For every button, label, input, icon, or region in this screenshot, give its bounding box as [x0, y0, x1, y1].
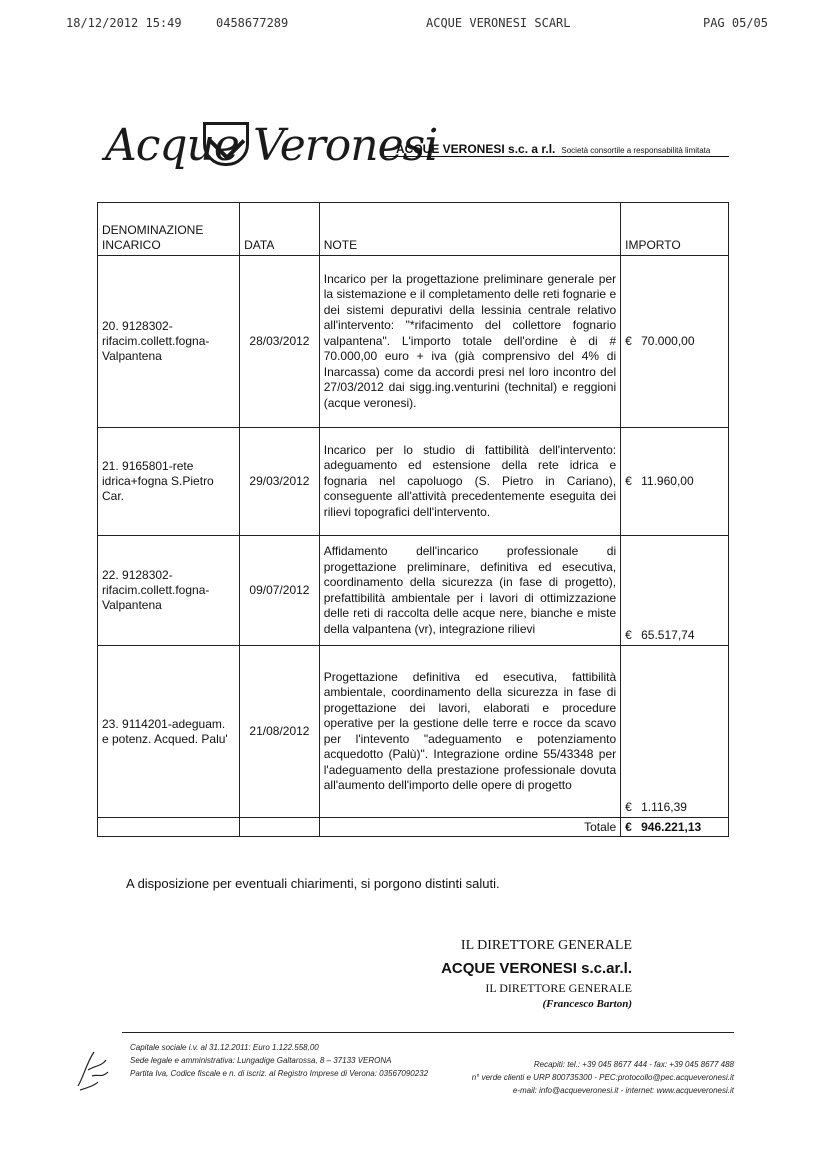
letterhead-rule [384, 156, 729, 157]
company-logo [105, 112, 438, 182]
header-importo: IMPORTO [621, 203, 729, 256]
total-row [98, 818, 729, 837]
row-importo [621, 256, 729, 428]
header-denominazione: DENOMINAZIONE INCARICO [98, 203, 240, 256]
row-note: Affidamento dell'incarico professionale di progettazione preliminare, definitiva ed esecutiva, coordinamento della sicurezza (in fase di progetto), prefattibilità ambientale per i lavori di ottimizzazione delle reti di raccolta delle acque nere, bianche e miste della valpantena (vr), integrazione rilievi [319, 536, 620, 646]
row-data: 21/08/2012 [240, 646, 320, 818]
footer-line: e-mail: info@acqueveronesi.it - internet: www.acqueveronesi.it [512, 1086, 734, 1095]
row-denominazione: 20. 9128302-rifacim.collett.fogna-Valpantena [98, 256, 240, 428]
total-value: 946.221,13 [641, 819, 702, 834]
row-data: 28/03/2012 [240, 256, 320, 428]
row-importo [621, 536, 729, 646]
company-name-line [396, 142, 710, 156]
logo-emblem-icon [203, 122, 249, 166]
signature-block [432, 938, 632, 1010]
footer-line: Partita Iva, Codice fiscale e n. di iscriz. al Registro Imprese di Verona: 03567090232 [130, 1069, 429, 1078]
header-note: NOTE [319, 203, 620, 256]
assignments-table [97, 202, 729, 837]
currency-symbol: € [625, 819, 632, 834]
total-importo [621, 818, 729, 837]
table-row [98, 646, 729, 818]
currency-symbol: € [625, 628, 632, 642]
handwritten-initials-icon [72, 1046, 112, 1092]
logo-text-right: Veronesi [253, 120, 438, 171]
row-denominazione: 22. 9128302-rifacim.collett.fogna-Valpantena [98, 536, 240, 646]
row-denominazione: 23. 9114201-adeguam. e potenz. Acqued. Palu' [98, 646, 240, 818]
footer-line: Capitale sociale i.v. al 31.12.2011: Euro 1.122.558,00 [130, 1043, 319, 1052]
row-denominazione: 21. 9165801-rete idrica+fogna S.Pietro Car. [98, 428, 240, 536]
currency-symbol: € [625, 474, 632, 488]
row-note: Incarico per lo studio di fattibilità dell'intervento: adeguamento ed estensione della rete idrica e fognaria nel capoluogo (S. Pietro in Cariano), conseguente all'attività precedentemente eseguita dei rilievi topografici dell'intervento. [319, 428, 620, 536]
row-data: 09/07/2012 [240, 536, 320, 646]
fax-sender: ACQUE VERONESI SCARL [426, 16, 571, 30]
signature-name: (Francesco Barton) [542, 998, 632, 1010]
signature-title: IL DIRETTORE GENERALE [460, 938, 632, 953]
signature-company: ACQUE VERONESI s.c.ar.l. [441, 960, 632, 977]
currency-symbol: € [625, 800, 632, 814]
fax-transmission-header [66, 16, 768, 34]
table-row [98, 428, 729, 536]
row-note: Progettazione definitiva ed esecutiva, fattibilità ambientale, coordinamento della sicurezza in fase di progettazione dei lavori, elaborati e procedure operative per la gestione delle terre e rocce da scavo per l'intevento "adeguamento e potenziamento acquedotto (Palù)". Integrazione ordine 55/43348 per l'adeguamento della prestazione professionale dovuta all'aumento dell'importo delle opere di progetto [319, 646, 620, 818]
company-subtitle: Società consortile a responsabilità limitata [561, 146, 711, 155]
footer-line: n° verde clienti e URP 800735300 - PEC:protocollo@pec.acqueveronesi.it [471, 1073, 734, 1082]
logo-text-left: Acque [105, 120, 239, 171]
table-header-row [98, 203, 729, 256]
footer-line: Sede legale e amministrativa: Lungadige Galtarossa, 8 – 37133 VERONA [130, 1056, 392, 1065]
row-note: Incarico per la progettazione preliminare generale per la sistemazione e il completamento delle reti fognarie e dei sistemi depurativi della lessinia centrale relativo all'intervento: "*rifacimento del collettore fognario valpantena". L'importo totale dell'ordine è di # 70.000,00 euro + iva (già comprensivo del 4% di Inarcassa) come da accordi presi nel loro incontro del 27/03/2012 dai sigg.ing.venturini (technital) e reggioni (acque veronesi). [319, 256, 620, 428]
currency-symbol: € [625, 334, 632, 348]
total-empty-cell [240, 818, 320, 837]
table-row [98, 256, 729, 428]
fax-number: 0458677289 [216, 16, 289, 30]
row-data: 29/03/2012 [240, 428, 320, 536]
fax-page-number: PAG 05/05 [702, 16, 768, 30]
signature-title-stamp: IL DIRETTORE GENERALE [485, 981, 632, 995]
importo-value: 1.116,39 [641, 800, 687, 814]
importo-value: 65.517,74 [641, 628, 695, 642]
footer-line: Recapiti: tel.: +39 045 8677 444 - fax: +39 045 8677 488 [533, 1060, 734, 1069]
footer-rule [122, 1032, 734, 1033]
footer-company-info [130, 1041, 428, 1080]
table-row [98, 536, 729, 646]
company-name: ACQUE VERONESI s.c. a r.l. [396, 142, 556, 156]
importo-value: 11.960,00 [641, 474, 694, 488]
total-label: Totale [319, 818, 620, 837]
closing-sentence: A disposizione per eventuali chiarimenti, si porgono distinti saluti. [126, 876, 500, 891]
row-importo [621, 428, 729, 536]
importo-value: 70.000,00 [641, 334, 695, 348]
footer-contacts [472, 1058, 734, 1097]
header-data: DATA [240, 203, 320, 256]
total-empty-cell [98, 818, 240, 837]
row-importo [621, 646, 729, 818]
fax-datetime: 18/12/2012 15:49 [66, 16, 182, 30]
